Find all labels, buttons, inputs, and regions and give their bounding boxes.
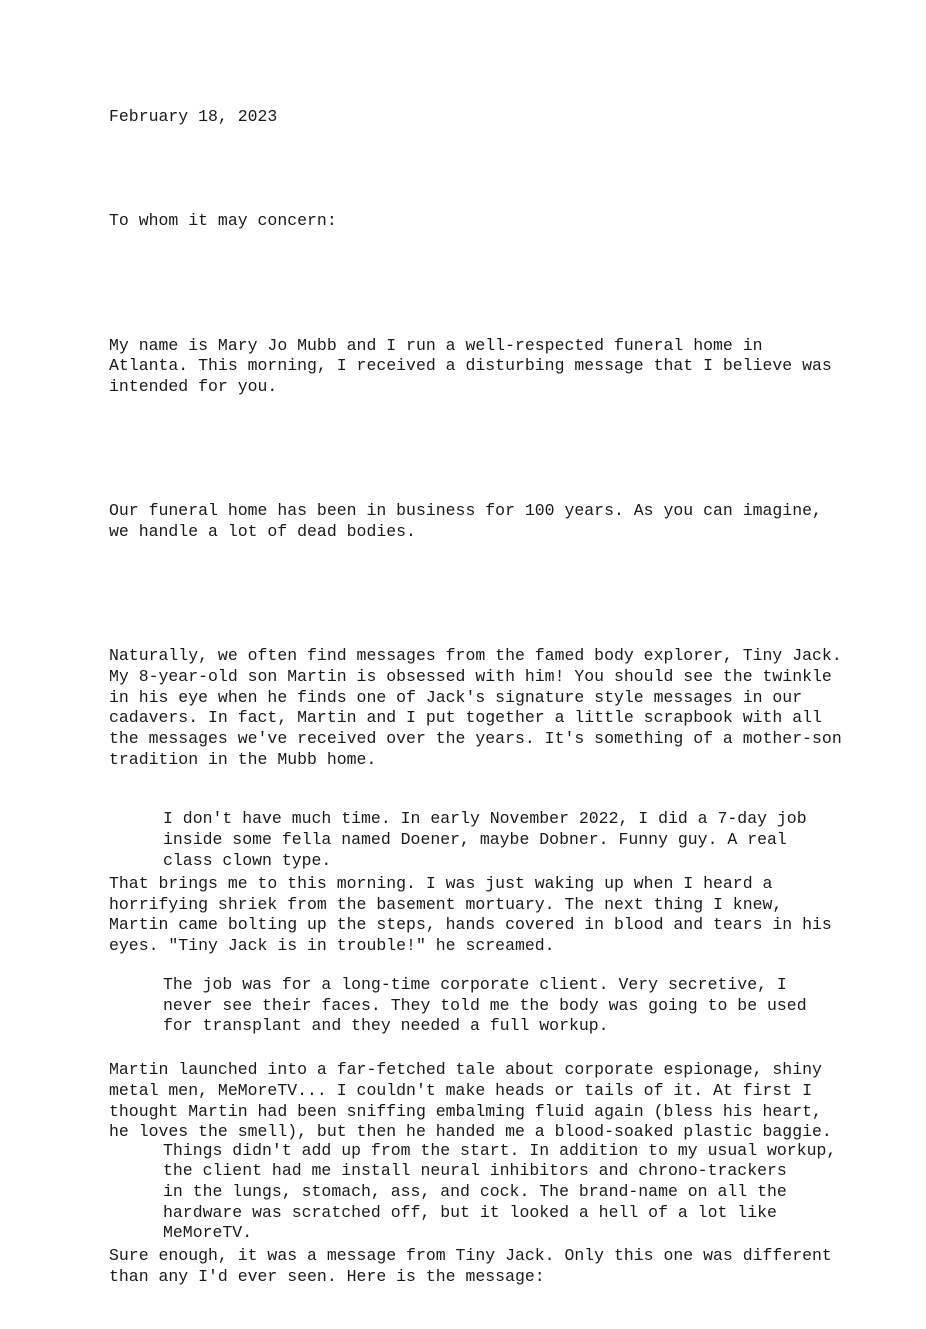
paragraph-this-morning: That brings me to this morning. I was just waking up when I heard a horrifying shriek from the basement mortuary. The next thing I knew, Martin came bolting up the steps, hands covered in blood and tears in his eyes. "Tiny Jack is in trouble!" he screamed.: [109, 873, 832, 955]
quote-paragraph-job: I don't have much time. In early November 2022, I did a 7-day job inside some fella named Doener, maybe Dobner. Funny guy. A real class clown type.: [163, 809, 807, 870]
paragraph-gap: [109, 439, 842, 460]
salutation: To whom it may concern:: [109, 211, 337, 231]
paragraph-gap: [109, 584, 842, 605]
paragraph-martin-tale: Martin launched into a far-fetched tale about corporate espionage, shiny metal men, MeMoreTV... I couldn't make heads or tails of it. At first I thought Martin had been sniffing embalming fluid again (bless his heart, he loves the smell), but then he handed me a blood-soaked plastic baggie.: [109, 1060, 832, 1142]
letter-date: February 18, 2023: [109, 107, 278, 126]
paragraph-intro: My name is Mary Jo Mubb and I run a well-respected funeral home in Atlanta. This morning, I received a disturbing message that I believe was intended for you.: [109, 335, 832, 397]
paragraph-gap: [109, 274, 842, 295]
paragraph-gap: [163, 1079, 836, 1100]
paragraph-message-intro: Sure enough, it was a message from Tiny Jack. Only this one was different than any I'd ever seen. Here is the message:: [109, 1246, 832, 1287]
quoted-message: [163, 768, 836, 1286]
paragraph-tiny-jack: Naturally, we often find messages from the famed body explorer, Tiny Jack. My 8-year-old son Martin is obsessed with him! You should see the twinkle in his eye when he finds one of Jack's signature style messages in our cadavers. In fact, Martin and I put together a little scrapbook with all the messages we've received over the years. It's something of a mother-son tradition in the Mubb home.: [109, 646, 842, 769]
quote-paragraph-client: The job was for a long-time corporate client. Very secretive, I never see their faces. They told me the body was going to be used for transplant and they needed a full workup.: [163, 975, 807, 1036]
paragraph-business: Our funeral home has been in business for 100 years. As you can imagine, we handle a lot of dead bodies.: [109, 501, 822, 541]
quote-paragraph-hardware: Things didn't add up from the start. In addition to my usual workup, the client had me install neural inhibitors and chrono-trackers in the lungs, stomach, ass, and cock. The brand-name on all the hardware was scratched off, but it looked a hell of a lot like MeMoreTV.: [163, 1140, 837, 1243]
paragraph-gap: [163, 913, 836, 934]
